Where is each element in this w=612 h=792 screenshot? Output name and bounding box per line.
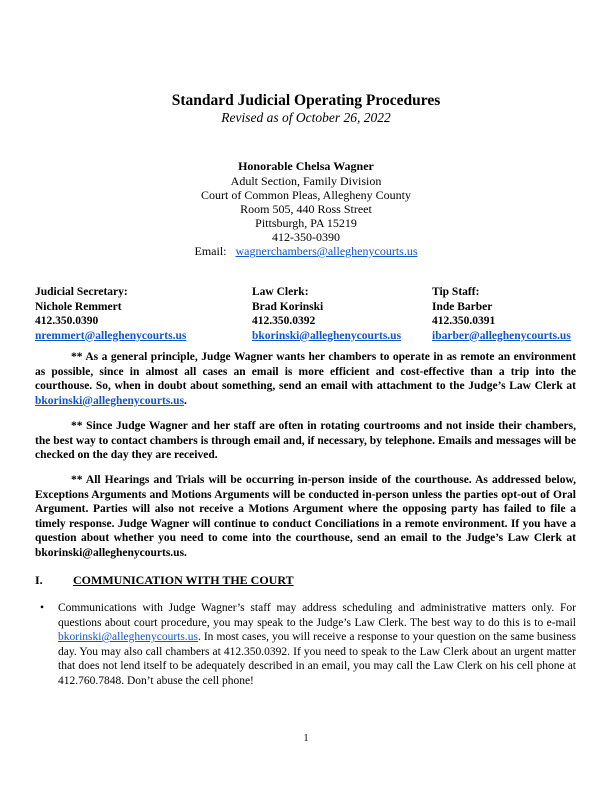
email-label: Email: — [194, 244, 227, 258]
paragraph-contact-chambers — [35, 419, 576, 463]
page-number: 1 — [303, 733, 309, 744]
staff-email-link[interactable]: ibarber@alleghenycourts.us — [432, 329, 571, 342]
paragraph-text: ** As a general principle, Judge Wagner wants her chambers to operate in as remote an environment as possible, since in almost all cases an email is more efficient and cost-effective than a trip into the courthouse. So, when in doubt about something, send an email with attachment to the Judge’s Law Clerk at — [35, 351, 576, 392]
law-clerk-email-link[interactable]: bkorinski@alleghenycourts.us — [58, 631, 198, 643]
paragraph-text: ** Since Judge Wagner and her staff are often in rotating courtrooms and not inside their chambers, the best way to contact chambers is through email and, if necessary, by telephone. Emails and messages will be checked on the day they are received. — [35, 420, 576, 461]
document-subtitle: Revised as of October 26, 2022 — [221, 110, 391, 125]
room-address: Room 505, 440 Ross Street — [240, 202, 372, 216]
law-clerk-email-link[interactable]: bkorinski@alleghenycourts.us — [35, 394, 185, 407]
paragraph-in-person-hearings — [35, 473, 576, 560]
section-title: COMMUNICATION WITH THE COURT — [73, 573, 294, 587]
bullet-text-cont: . In most cases, you will receive a response to your question on the same business day. You may also call chambers at 412.350.0392. If you need to speak to the Law Clerk about an urgent matter that does not lend itself to be adequately described in an email, you may call the Law Clerk on his cell phone at 412.760.7848. Don’t abuse the cell phone! — [58, 631, 576, 687]
staff-role: Law Clerk: — [252, 286, 309, 298]
bullet-item — [40, 601, 576, 688]
staff-phone: 412.350.0392 — [252, 315, 316, 327]
paragraph-end: . — [184, 394, 187, 407]
paragraph-remote-principle — [35, 350, 576, 408]
section-heading — [35, 573, 294, 588]
staff-email-link[interactable]: nremmert@alleghenycourts.us — [35, 329, 187, 342]
staff-email-link[interactable]: bkorinski@alleghenycourts.us — [252, 329, 402, 342]
chambers-email-link[interactable]: wagnerchambers@alleghenycourts.us — [235, 244, 418, 258]
division: Adult Section, Family Division — [230, 174, 382, 188]
staff-tip-staff — [432, 285, 571, 343]
staff-name: Brad Korinski — [252, 300, 324, 313]
bullet-text: Communications with Judge Wagner’s staff may address scheduling and administrative matters only. For questions about court procedure, you may speak to the Judge’s Law Clerk. The best way to do this is to e-mail — [58, 602, 576, 629]
document-title: Standard Judicial Operating Procedures — [171, 92, 441, 109]
staff-role: Tip Staff: — [432, 286, 480, 298]
city-address: Pittsburgh, PA 15219 — [255, 216, 357, 230]
staff-name: Nichole Remmert — [35, 300, 122, 313]
bullet-symbol: • — [40, 602, 45, 614]
staff-phone: 412.350.0391 — [432, 315, 496, 327]
staff-phone: 412.350.0390 — [35, 315, 99, 327]
section-number: I. — [35, 573, 43, 587]
staff-role: Judicial Secretary: — [35, 286, 128, 298]
court-name: Court of Common Pleas, Allegheny County — [201, 188, 411, 202]
staff-secretary — [35, 285, 186, 343]
judge-name: Honorable Chelsa Wagner — [238, 159, 374, 173]
chambers-phone: 412-350-0390 — [272, 230, 340, 244]
paragraph-text: ** All Hearings and Trials will be occurring in-person inside of the courthouse. As addressed below, Exceptions Arguments and Motions Arguments will be conducted in-person unless the parties opt-out of Oral Argument. Parties will also not receive a Motions Argument where the opposing party has failed to file a timely response. Judge Wagner will continue to conduct Conciliations in a remote environment. If you have a question about whether you need to come into the courthouse, send an email to the Judge’s Law Clerk at bkorinski@alleghenycourts.us. — [35, 474, 576, 559]
staff-law-clerk — [252, 285, 401, 343]
chambers-email-line — [0, 244, 612, 258]
staff-name: Inde Barber — [432, 300, 493, 313]
